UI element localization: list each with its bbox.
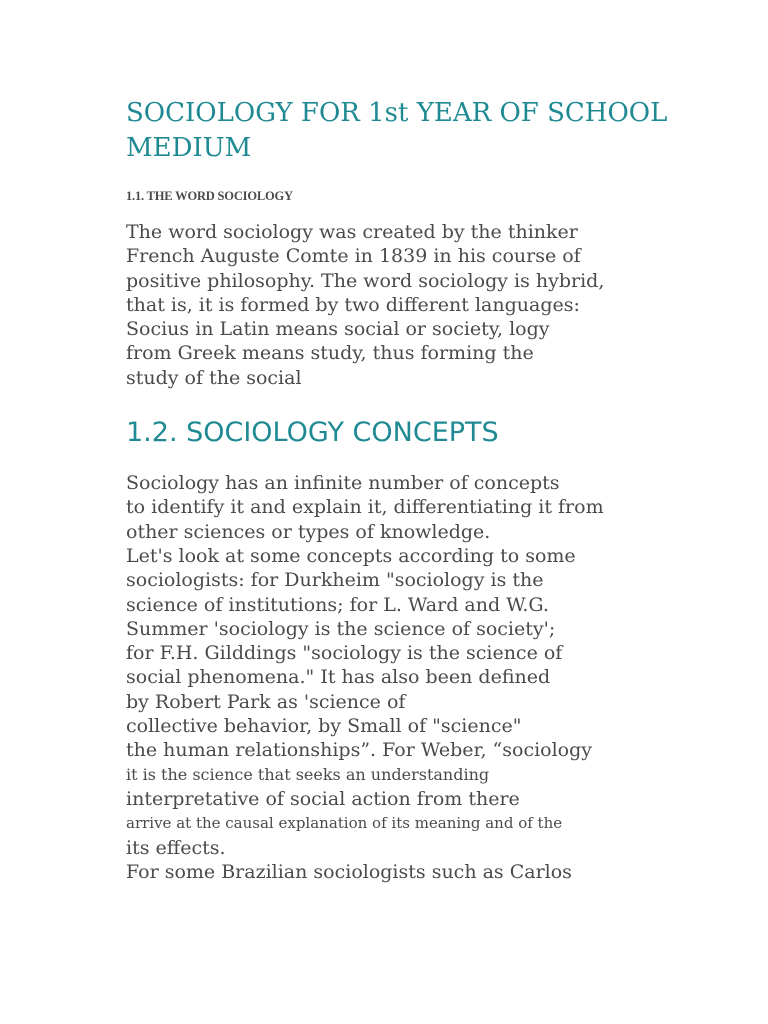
paragraph-line: other sciences or types of knowledge. bbox=[126, 520, 491, 543]
paragraph-line: it is the science that seeks an understanding bbox=[126, 764, 490, 784]
paragraph-line: its effects. bbox=[126, 836, 226, 859]
section-heading-sociology-concepts: 1.2. SOCIOLOGY CONCEPTS bbox=[126, 417, 499, 449]
paragraph-line: from Greek means study, thus forming the bbox=[126, 342, 534, 365]
paragraph-line: French Auguste Comte in 1839 in his course of bbox=[126, 245, 581, 268]
title-line: MEDIUM bbox=[126, 133, 252, 163]
paragraph-line: For some Brazilian sociologists such as Carlos bbox=[126, 860, 572, 883]
paragraph-line: study of the social bbox=[126, 366, 302, 389]
paragraph-line: that is, it is formed by two different languages: bbox=[126, 293, 580, 316]
paragraph-line: interpretative of social action from there bbox=[126, 787, 520, 810]
paragraph-line: arrive at the causal explanation of its meaning and of the bbox=[126, 814, 563, 833]
paragraph-line: Summer 'sociology is the science of society'; bbox=[126, 617, 556, 640]
paragraph-line: Socius in Latin means social or society, logy bbox=[126, 318, 550, 341]
paragraph-line: Sociology has an infinite number of concepts bbox=[126, 472, 560, 495]
paragraph-line: by Robert Park as 'science of bbox=[126, 690, 406, 713]
paragraph-line: Let's look at some concepts according to some bbox=[126, 544, 576, 567]
paragraph-sociology-concepts bbox=[126, 471, 708, 884]
paragraph-line: for F.H. Gilddings "sociology is the science of bbox=[126, 642, 563, 665]
paragraph-word-sociology bbox=[126, 220, 708, 390]
paragraph-line: to identify it and explain it, differentiating it from bbox=[126, 496, 604, 519]
paragraph-line: The word sociology was created by the thinker bbox=[126, 221, 578, 243]
paragraph-line: social phenomena." It has also been defined bbox=[126, 666, 551, 689]
document-title bbox=[126, 96, 708, 166]
paragraph-line: positive philosophy. The word sociology is hybrid, bbox=[126, 269, 605, 292]
title-line: SOCIOLOGY FOR 1st YEAR OF SCHOOL bbox=[126, 98, 668, 128]
paragraph-line: collective behavior, by Small of "science" bbox=[126, 715, 522, 738]
paragraph-line: the human relationships”. For Weber, “sociology bbox=[126, 739, 593, 762]
section-heading-word-sociology: 1.1. THE WORD SOCIOLOGY bbox=[126, 189, 293, 203]
paragraph-line: science of institutions; for L. Ward and W.G. bbox=[126, 593, 549, 616]
paragraph-line: sociologists: for Durkheim "sociology is the bbox=[126, 569, 544, 592]
